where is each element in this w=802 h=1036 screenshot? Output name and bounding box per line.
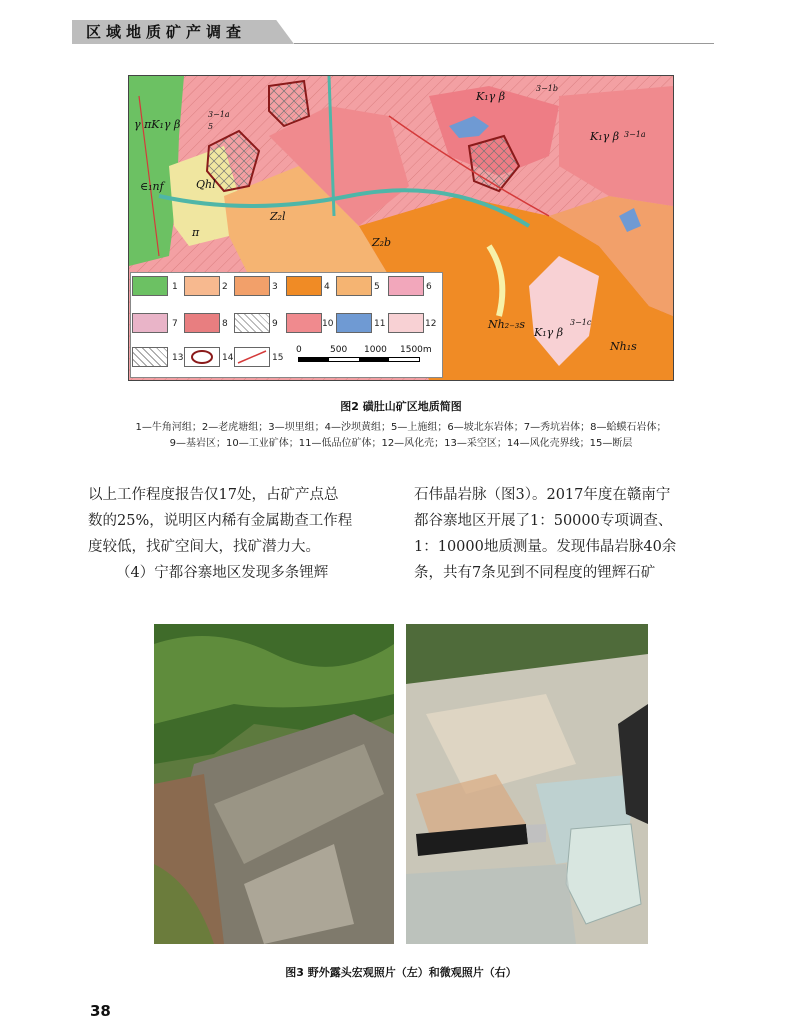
legend-number: 13 xyxy=(172,353,184,363)
legend-swatch-9 xyxy=(234,313,270,333)
legend-swatch-15 xyxy=(234,347,270,367)
map-label: Nh₂₋₃s xyxy=(488,318,525,331)
micro-photo-image xyxy=(406,624,648,944)
map-label: 3−1a xyxy=(208,110,230,119)
legend-swatch-5 xyxy=(336,276,372,296)
legend-swatch-2 xyxy=(184,276,220,296)
paragraph-line: 以上工作程度报告仅17处，占矿产点总 xyxy=(88,487,339,503)
legend-number: 15 xyxy=(272,353,284,363)
map-label: Qhl xyxy=(196,178,216,191)
map-label: K₁γ β xyxy=(590,130,620,143)
map-label: 3−1c xyxy=(570,318,592,327)
legend-swatch-12 xyxy=(388,313,424,333)
map-label: K₁γ β xyxy=(534,326,564,339)
map-label: Nh₁s xyxy=(610,340,637,353)
legend-number: 4 xyxy=(324,282,330,292)
legend-swatch-11 xyxy=(336,313,372,333)
map-label: Z₂l xyxy=(270,210,286,223)
header-rule xyxy=(294,43,714,44)
figure3-caption: 图3 野外露头宏观照片（左）和微观照片（右） xyxy=(285,966,517,979)
legend-swatch-1 xyxy=(132,276,168,296)
scale-label: 1500m xyxy=(400,345,432,355)
paragraph-line: 石伟晶岩脉（图3）。2017年度在赣南宁 xyxy=(414,487,671,503)
map-label: 3−1a xyxy=(624,130,646,139)
legend-swatch-10 xyxy=(286,313,322,333)
legend-number: 5 xyxy=(374,282,380,292)
micro-outcrop-photo xyxy=(406,624,648,944)
legend-swatch-7 xyxy=(132,313,168,333)
map-label: 3−1b xyxy=(536,84,559,93)
macro-outcrop-photo xyxy=(154,624,394,944)
scale-bar xyxy=(298,357,420,362)
paragraph-line: 度较低，找矿空间大，找矿潜力大。 xyxy=(88,539,320,555)
legend-swatch-8 xyxy=(184,313,220,333)
right-column xyxy=(414,482,714,586)
map-label: γ πK₁γ β xyxy=(134,118,181,131)
map-label: K₁γ β xyxy=(476,90,506,103)
map-label: ∈₁nf xyxy=(140,180,164,193)
paragraph-line: 数的25%，说明区内稀有金属勘查工作程 xyxy=(88,513,353,529)
legend-number: 9 xyxy=(272,319,278,329)
left-column xyxy=(88,482,388,586)
legend-swatch-13 xyxy=(132,347,168,367)
macro-photo-image xyxy=(154,624,394,944)
map-label: Z₂b xyxy=(372,236,392,249)
weathering-boundary-symbol xyxy=(185,348,219,366)
page-number: 38 xyxy=(90,1002,111,1020)
paragraph-line: （4）宁都谷寨地区发现多条锂辉 xyxy=(116,565,329,581)
legend-number: 6 xyxy=(426,282,432,292)
legend-number: 10 xyxy=(322,319,334,329)
legend-number: 2 xyxy=(222,282,228,292)
legend-number: 11 xyxy=(374,319,386,329)
legend-swatch-3 xyxy=(234,276,270,296)
legend-number: 1 xyxy=(172,282,178,292)
paragraph-line: 都谷寨地区开展了1：50000专项调查、 xyxy=(414,513,673,529)
scale-label: 500 xyxy=(330,345,348,355)
legend-number: 3 xyxy=(272,282,278,292)
fault-symbol xyxy=(235,348,269,366)
paragraph-line: 条，共有7条见到不同程度的锂辉石矿 xyxy=(414,565,656,581)
legend-number: 8 xyxy=(222,319,228,329)
legend-number: 14 xyxy=(222,353,234,363)
figure2-caption: 图2 磺肚山矿区地质简图 xyxy=(340,400,462,413)
legend-number: 7 xyxy=(172,319,178,329)
legend-swatch-14 xyxy=(184,347,220,367)
paragraph-line: 1：10000地质测量。发现伟晶岩脉40余 xyxy=(414,539,677,555)
map-label: π xyxy=(192,226,200,239)
figure2-legend-text: 9—基岩区；10—工业矿体；11—低品位矿体；12—风化壳；13—采空区；14—风化壳界线；15—断层 xyxy=(169,438,633,449)
legend-swatch-4 xyxy=(286,276,322,296)
scale-label: 1000 xyxy=(364,345,387,355)
legend-swatch-6 xyxy=(388,276,424,296)
figure2-legend-text: 1—牛角河组；2—老虎塘组；3—坝里组；4—沙坝黄组；5—上施组；6—坡北东岩体；7—秀坑岩体；8—蛤蟆石岩体； xyxy=(135,422,667,433)
legend-number: 12 xyxy=(425,319,437,329)
running-header: 区域地质矿产调查 xyxy=(86,23,247,41)
scale-label: 0 xyxy=(296,345,302,355)
map-label: 5 xyxy=(208,122,214,131)
